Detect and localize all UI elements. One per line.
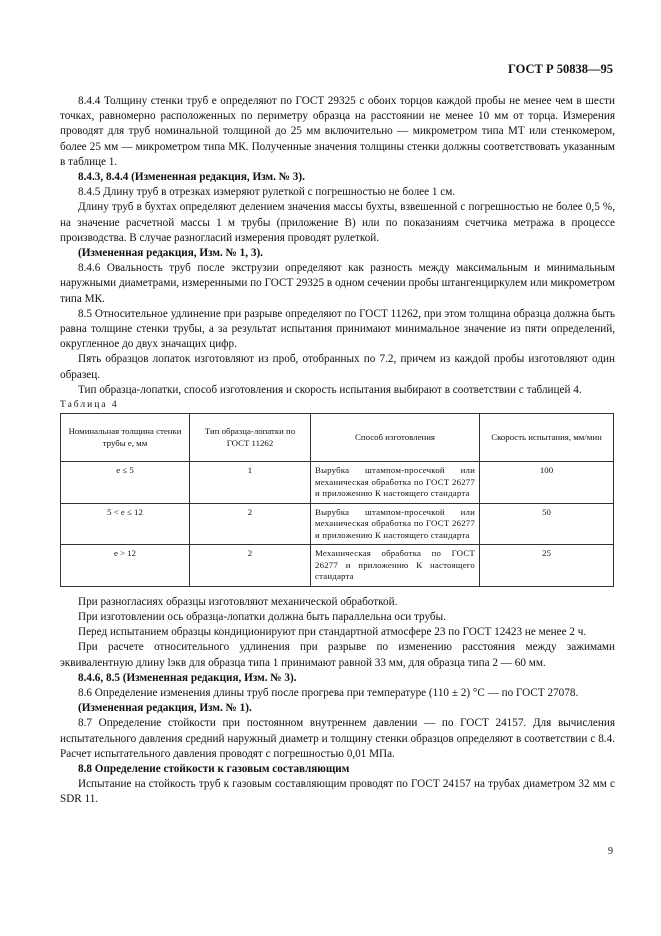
amendment-note: 8.4.6, 8.5 (Измененная редакция, Изм. № 3). bbox=[78, 671, 297, 684]
table-header-row bbox=[61, 414, 614, 462]
amendment-note: (Измененная редакция, Изм. № 1). bbox=[78, 702, 252, 715]
document-body bbox=[60, 94, 615, 808]
paragraph: 8.5 Относительное удлинение при разрыве определяют по ГОСТ 11262, при этом толщина образца должна быть равна толщине стенки трубы, а за результат испытания принимают минимальное значение из пяти определений, округленное до двух значащих цифр. bbox=[60, 307, 615, 351]
cell-speed: 50 bbox=[480, 503, 614, 545]
col-header-thickness: Номинальная толщина стенки трубы e, мм bbox=[61, 414, 190, 462]
cell-type: 1 bbox=[190, 462, 311, 504]
amendment-note: 8.4.3, 8.4.4 (Измененная редакция, Изм. № 3). bbox=[78, 171, 305, 184]
col-header-type: Тип образца-лопатки по ГОСТ 11262 bbox=[190, 414, 311, 462]
table-row bbox=[61, 462, 614, 504]
table-row bbox=[61, 503, 614, 545]
table-caption: Таблица 4 bbox=[60, 400, 119, 411]
paragraph: Длину труб в бухтах определяют делением значения массы бухты, взвешенной с погрешностью не более 0,5 %, на значение расчетной массы 1 м трубы (приложение В) или по показаниям счетчика метража в процессе производства. В случае разногласий измерения проводят рулеткой. bbox=[60, 201, 615, 244]
cell-type: 2 bbox=[190, 545, 311, 587]
paragraph: 8.4.4 Толщину стенки труб e определяют по ГОСТ 29325 с обоих торцов каждой пробы не менее чем в шести точках, равномерно расположенных по периметру образца на расстоянии не менее 10 мм от торца. Измерения проводят для труб номинальной толщиной до 25 мм включительно — микрометром типа МТ или стенкомером, более 25 мм — микрометром типа МК. Полученные значения толщины стенки должны соответствовать указанным в таблице 1. bbox=[60, 95, 615, 168]
cell-thickness: 5 < e ≤ 12 bbox=[61, 503, 190, 545]
col-header-method: Способ изготовления bbox=[311, 414, 480, 462]
page-number: 9 bbox=[608, 846, 613, 857]
cell-method: Вырубка штампом-просечкой или механическая обработка по ГОСТ 26277 и приложению К настоящего стандарта bbox=[311, 503, 480, 545]
standard-header: ГОСТ Р 50838—95 bbox=[507, 62, 613, 76]
paragraph: 8.4.6 Овальность труб после экструзии определяют как разность между максимальным и минимальным наружными диаметрами, измеренными по ГОСТ 29325 в одном сечении пробы штангенциркулем или микрометром типа МК. bbox=[60, 262, 615, 305]
cell-method: Вырубка штампом-просечкой или механическая обработка по ГОСТ 26277 и приложению К настоящего стандарта bbox=[311, 462, 480, 504]
paragraph: При изготовлении ось образца-лопатки должна быть параллельна оси трубы. bbox=[78, 610, 446, 623]
paragraph: 8.4.5 Длину труб в отрезках измеряют рулеткой с погрешностью не более 1 см. bbox=[78, 186, 456, 199]
paragraph: Испытание на стойкость труб к газовым составляющим проводят по ГОСТ 24157 на трубах диаметром 32 мм с SDR 11. bbox=[60, 778, 615, 806]
section-heading: 8.8 Определение стойкости к газовым составляющим bbox=[78, 763, 350, 775]
paragraph: Перед испытанием образцы кондиционируют при стандартной атмосфере 23 по ГОСТ 12423 не менее 2 ч. bbox=[78, 626, 587, 639]
cell-type: 2 bbox=[190, 503, 311, 545]
paragraph: При разногласиях образцы изготовляют механической обработкой. bbox=[78, 595, 398, 608]
paragraph: Тип образца-лопатки, способ изготовления и скорость испытания выбирают в соответствии с таблицей 4. bbox=[78, 383, 582, 396]
paragraph: 8.7 Определение стойкости при постоянном внутреннем давлении — по ГОСТ 24157. Для вычисления испытательного давления средний наружный диаметр и толщину стенки образцов определяют в соответствии с 8.4. Расчет испытательного давления проводят с погрешностью 0,01 МПа. bbox=[60, 717, 615, 760]
col-header-speed: Скорость испытания, мм/мин bbox=[480, 414, 614, 462]
amendment-note: (Измененная редакция, Изм. № 1, 3). bbox=[78, 247, 263, 260]
paragraph: При расчете относительного удлинения при разрыве по изменению расстояния между зажимами эквивалентную длину lэкв для образца типа 1 принимают равной 33 мм, для образца типа 2 — 60 мм. bbox=[60, 641, 615, 669]
cell-method: Механическая обработка по ГОСТ 26277 и приложению К настоящего стандарта bbox=[311, 545, 480, 587]
table-row bbox=[61, 545, 614, 587]
cell-speed: 100 bbox=[480, 462, 614, 504]
paragraph: 8.6 Определение изменения длины труб после прогрева при температуре (110 ± 2) °С — по ГОСТ 27078. bbox=[78, 686, 579, 699]
cell-speed: 25 bbox=[480, 545, 614, 587]
cell-thickness: e ≤ 5 bbox=[61, 462, 190, 504]
cell-thickness: e > 12 bbox=[61, 545, 190, 587]
table-4 bbox=[60, 413, 614, 587]
paragraph: Пять образцов лопаток изготовляют из проб, отобранных по 7.2, причем из каждой пробы изготовляют один образец. bbox=[60, 353, 615, 381]
